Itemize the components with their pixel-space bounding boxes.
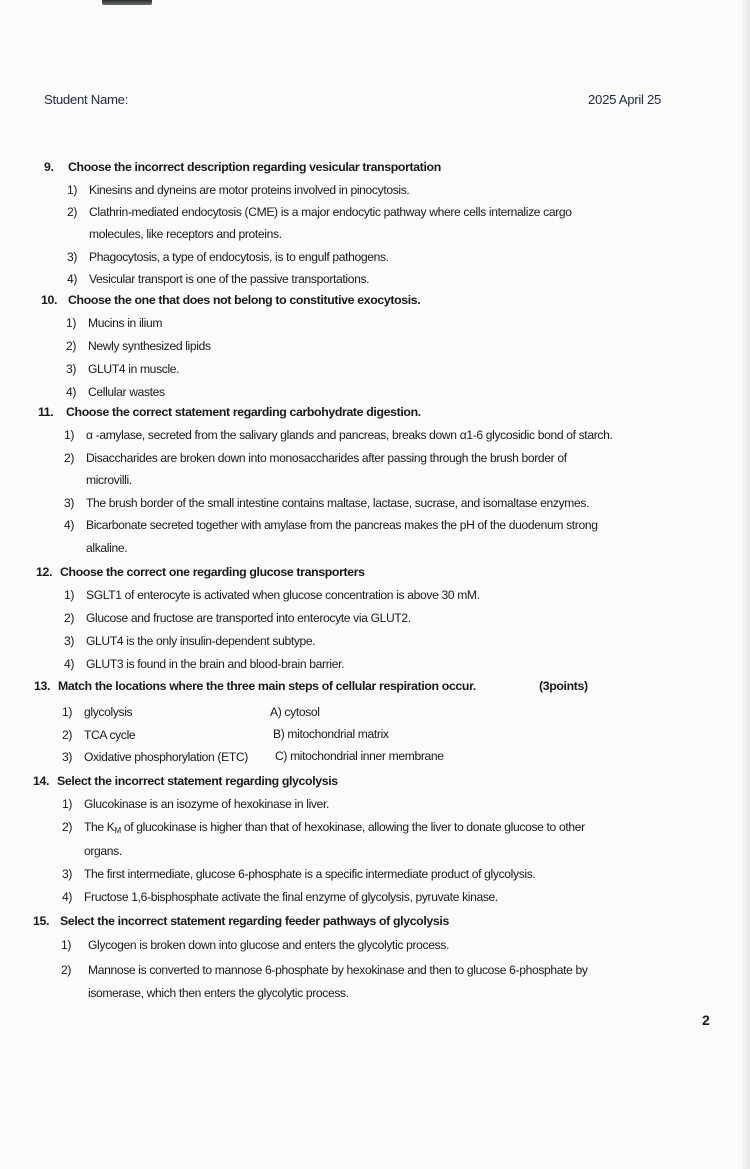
question-number: 13.: [34, 679, 51, 693]
question-prompt: Match the locations where the three main steps of cellular respiration occur.: [58, 679, 476, 693]
question-10: [41, 293, 420, 307]
option-continuation: microvilli.: [86, 473, 132, 487]
option: 1) Mucins in ilium: [66, 316, 163, 330]
question-14: [33, 774, 338, 788]
question-number: 10.: [41, 293, 58, 307]
option: 1) SGLT1 of enterocyte is activated when glucose concentration is above 30 mM.: [64, 588, 480, 602]
option: 2) TCA cycle: [62, 728, 136, 742]
option: 3) Phagocytosis, a type of endocytosis, is to engulf pathogens.: [67, 250, 389, 264]
option: 3) GLUT4 in muscle.: [66, 362, 180, 376]
question-prompt: Select the incorrect statement regarding feeder pathways of glycolysis: [60, 914, 449, 928]
option: 4) Fructose 1,6-bisphosphate activate the final enzyme of glycolysis, pyruvate kinase.: [62, 890, 498, 904]
points-label: (3points): [539, 679, 588, 693]
option-continuation: isomerase, which then enters the glycolytic process.: [88, 986, 349, 1000]
question-13: [34, 679, 476, 693]
match-option: C) mitochondrial inner membrane: [275, 749, 444, 763]
option: 4) Cellular wastes: [66, 385, 165, 399]
question-prompt: Select the incorrect statement regarding glycolysis: [57, 774, 338, 788]
question-9: [44, 160, 441, 174]
option: 1) Kinesins and dyneins are motor proteins involved in pinocytosis.: [67, 183, 410, 197]
question-prompt: Choose the incorrect description regarding vesicular transportation: [68, 160, 441, 174]
option: 4) Bicarbonate secreted together with amylase from the pancreas makes the pH of the duodenum strong: [64, 518, 598, 532]
option: 1) glycolysis: [62, 705, 133, 719]
option: 3) The brush border of the small intestine contains maltase, lactase, sucrase, and isomaltase enzymes.: [64, 496, 590, 510]
question-number: 15.: [33, 914, 50, 928]
match-option: B) mitochondrial matrix: [273, 727, 389, 741]
option: 2) Newly synthesized lipids: [66, 339, 211, 353]
question-15: [33, 914, 449, 928]
question-prompt: Choose the correct statement regarding carbohydrate digestion.: [66, 405, 421, 419]
option: 4) Vesicular transport is one of the passive transportations.: [67, 272, 370, 286]
option: 4) GLUT3 is found in the brain and blood-brain barrier.: [64, 657, 345, 671]
option: 2) Disaccharides are broken down into monosaccharides after passing through the brush border of: [64, 451, 567, 465]
option: 2) Glucose and fructose are transported into enterocyte via GLUT2.: [64, 611, 411, 625]
question-prompt: Choose the one that does not belong to constitutive exocytosis.: [68, 293, 421, 307]
question-11: [38, 405, 421, 419]
question-prompt: Choose the correct one regarding glucose transporters: [60, 565, 365, 579]
scan-shadow: [102, 0, 152, 5]
question-12: [36, 565, 365, 579]
question-number: 11.: [38, 405, 54, 419]
page-edge: [742, 0, 750, 1169]
match-option: A) cytosol: [270, 705, 320, 719]
exam-date: 2025 April 25: [588, 92, 662, 107]
student-name-label: Student Name:: [44, 92, 129, 107]
page-number: 2: [702, 1012, 710, 1028]
option: 3) GLUT4 is the only insulin-dependent subtype.: [64, 634, 316, 648]
option: 2) Clathrin-mediated endocytosis (CME) is a major endocytic pathway where cells internalize cargo: [67, 205, 572, 219]
option: 2) The $K_M$ of glucokinase is higher than that of hexokinase, allowing the liver to donate glucose to other: [62, 820, 585, 835]
question-number: 12.: [36, 565, 53, 579]
option: 1) Glucokinase is an isozyme of hexokinase in liver.: [62, 797, 330, 811]
question-number: 9.: [44, 160, 54, 174]
option: 2) Mannose is converted to mannose 6-phosphate by hexokinase and then to glucose 6-phosphate by: [61, 963, 588, 977]
option: 3) The first intermediate, glucose 6-phosphate is a specific intermediate product of glycolysis.: [62, 867, 536, 881]
option: 1) Glycogen is broken down into glucose and enters the glycolytic process.: [61, 938, 450, 952]
option-continuation: organs.: [84, 844, 122, 858]
option: 1) α -amylase, secreted from the salivary glands and pancreas, breaks down α1-6 glycosidic bond of starch.: [64, 428, 613, 442]
option: 3) Oxidative phosphorylation (ETC): [62, 750, 248, 764]
question-number: 14.: [33, 774, 50, 788]
option-continuation: molecules, like receptors and proteins.: [89, 227, 282, 241]
option-continuation: alkaline.: [86, 541, 128, 555]
